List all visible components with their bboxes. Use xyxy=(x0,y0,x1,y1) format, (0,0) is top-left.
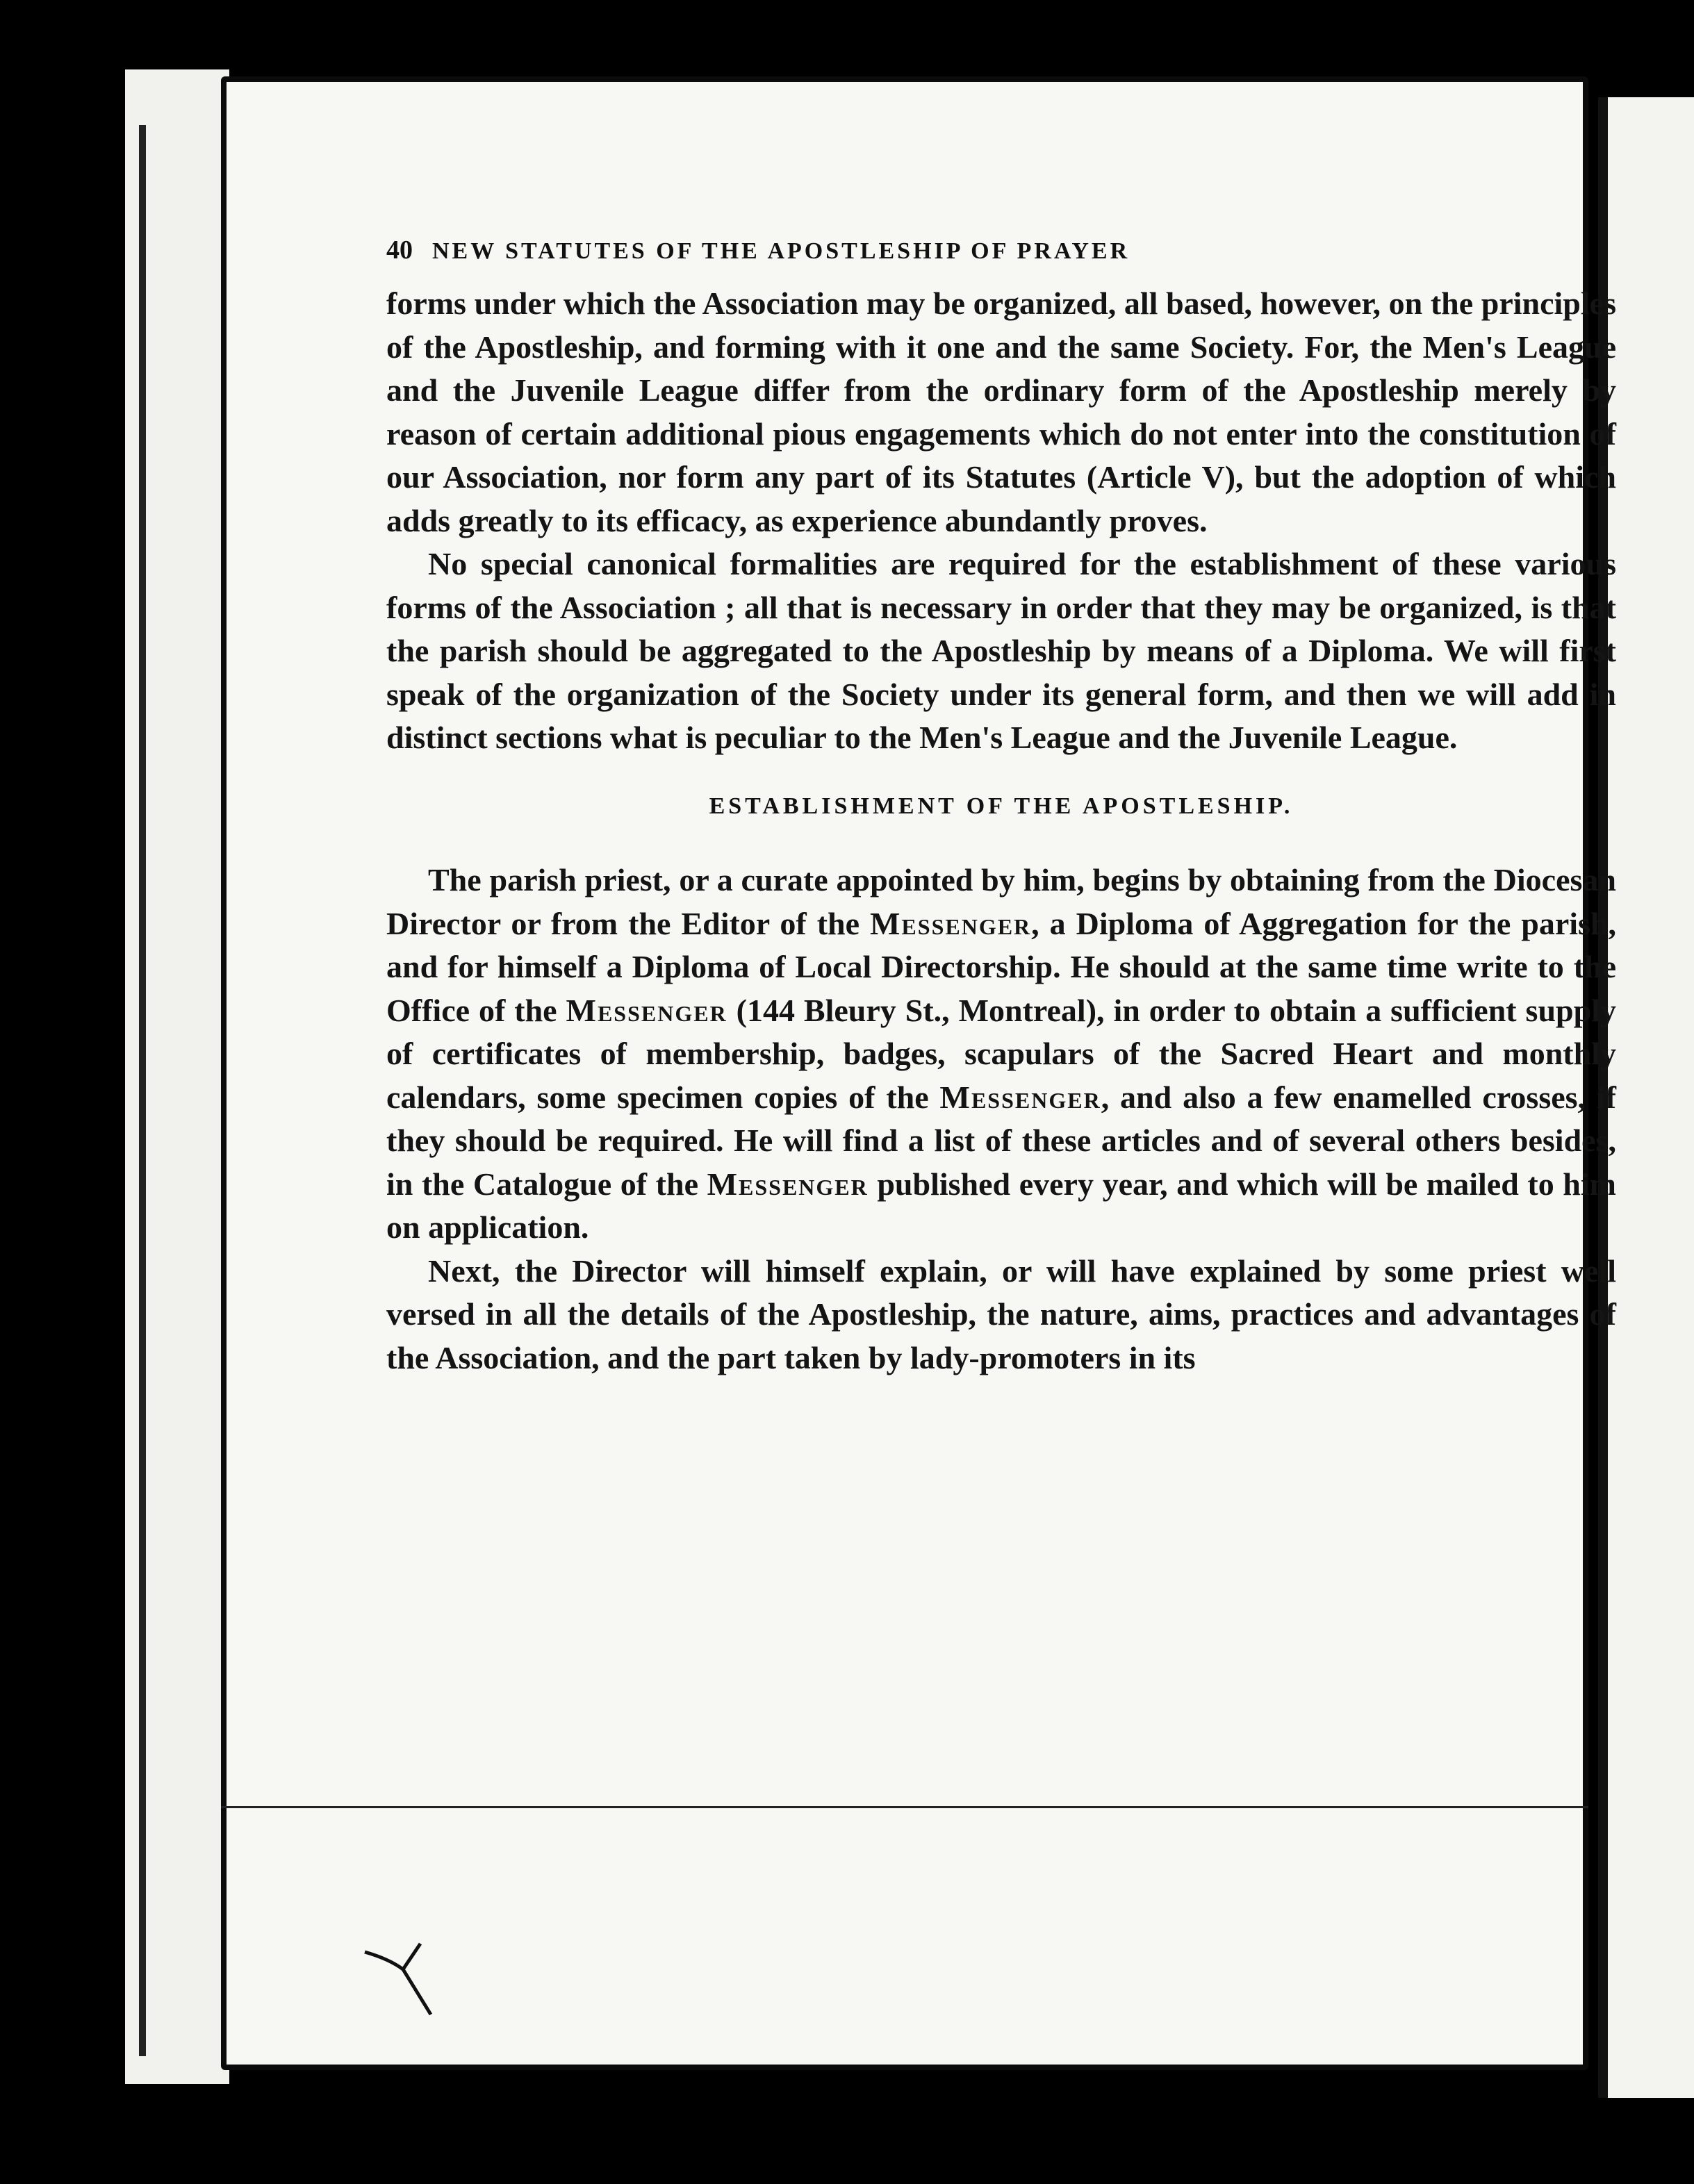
book-page xyxy=(221,76,1616,2070)
text-run: published every year, and which will be mailed to him on application. xyxy=(386,1166,1616,1245)
paragraph-formalities: No special canonical formalities are required for the establishment of these various forms of the Association ; all that is necessary in order that they may be organized, is that the parish should be aggregated to the Apostleship by means of a Diploma. We will first speak of the organization of the Society under its general form, and then we will add in distinct sections what is peculiar to the Men's League and the Juvenile League. xyxy=(386,546,1616,755)
messenger-title: Messenger xyxy=(707,1166,869,1202)
text-run: The parish priest, or a curate appointed by him, begins by obtaining from the Diocesan Director or from the Editor of the xyxy=(386,862,1616,941)
page-content xyxy=(386,235,1616,1380)
left-page-margin xyxy=(125,69,229,2084)
messenger-title: Messenger xyxy=(870,905,1032,941)
text-run: , a Diploma of Aggregation for the parish, and for himself a Diploma of Local Directorship. He should at the same time write to the Office of the xyxy=(386,905,1616,1028)
text-run: (144 Bleury St., Montreal), in order to obtain a sufficient supply of certificates of membership, badges, scapulars of the Sacred Heart and monthly calendars, some specimen copies of the xyxy=(386,992,1616,1115)
section-heading: ESTABLISHMENT OF THE APOSTLESHIP. xyxy=(709,793,1294,819)
pencil-mark-icon xyxy=(361,1938,459,2021)
text-run: , and also a few enamelled crosses, if they should be required. He will find a list of these articles and of several others besides, in the Catalogue of the xyxy=(386,1079,1616,1202)
messenger-title: Messenger xyxy=(939,1079,1101,1115)
paragraph-next: Next, the Director will himself explain, or will have explained by some priest well versed in all the details of the Apostleship, the nature, aims, practices and advantages of the Association, and the part taken by lady-promoters in its xyxy=(386,1252,1616,1375)
left-page-edge xyxy=(139,125,146,2056)
page-number: 40 xyxy=(386,235,413,265)
running-head xyxy=(386,235,1616,265)
running-title: NEW STATUTES OF THE APOSTLESHIP OF PRAYER xyxy=(432,238,1130,264)
paragraph-establishment xyxy=(386,859,1616,1250)
paragraph-continued: forms under which the Association may be organized, all based, however, on the principles of the Apostleship, and forming with it one and the same Society. For, the Men's League and the Juvenile League differ from the ordinary form of the Apostleship merely by reason of certain additional pious engagements which do not enter into the constitution of our Association, nor form any part of its Statutes (Article V), but the adoption of which adds greatly to its efficacy, as experience abundantly proves. xyxy=(386,286,1616,538)
scan-artifact-line xyxy=(221,1806,1588,1808)
messenger-title: Messenger xyxy=(566,992,727,1028)
body-text xyxy=(386,282,1616,1380)
